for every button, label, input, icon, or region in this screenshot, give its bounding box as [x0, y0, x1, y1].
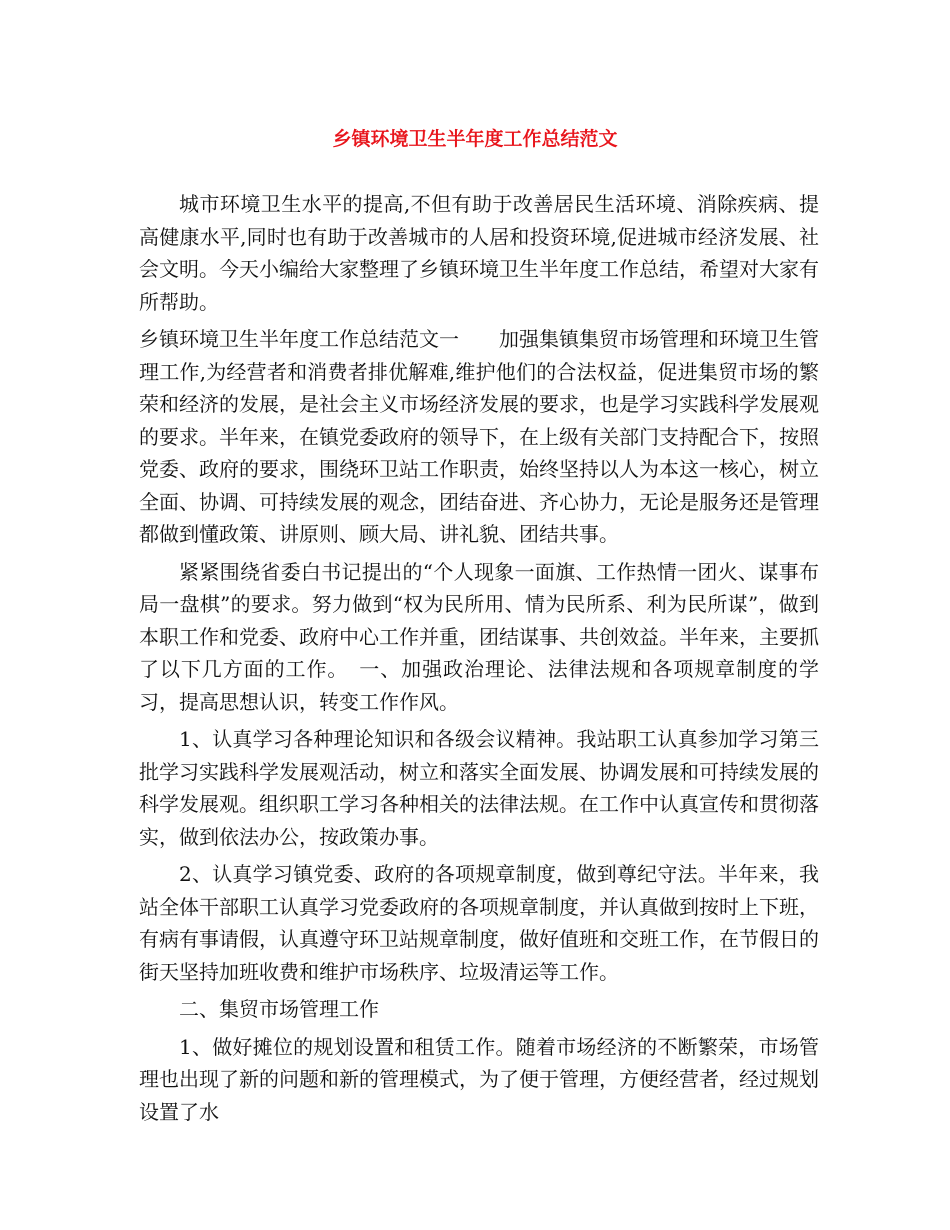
paragraph-5: 2、认真学习镇党委、政府的各项规章制度，做到尊纪守法。半年来，我站全体干部职工认真学习党委政府的各项规章制度，并认真做到按时上下班，有病有事请假，认真遵守环卫站规章制度，做好值班和交班工作，在节假日的街天坚持加班收费和维护市场秩序、垃圾清运等工作。	[139, 862, 819, 984]
paragraph-4: 1、认真学习各种理论知识和各级会议精神。我站职工认真参加学习第三批学习实践科学发展观活动，树立和落实全面发展、协调发展和可持续发展的科学发展观。组织职工学习各种相关的法律法规。在工作中认真宣传和贯彻落实，做到依法办公，按政策办事。	[139, 727, 819, 849]
paragraph-1: 城市环境卫生水平的提高,不但有助于改善居民生活环境、消除疾病、提高健康水平,同时也有助于改善城市的人居和投资环境,促进城市经济发展、社会文明。今天小编给大家整理了乡镇环境卫生半年度工作总结，希望对大家有所帮助。	[139, 192, 819, 314]
paragraph-2: 乡镇环境卫生半年度工作总结范文一 加强集镇集贸市场管理和环境卫生管理工作,为经营者和消费者排优解难,维护他们的合法权益，促进集贸市场的繁荣和经济的发展，是社会主义市场经济发展的要求，也是学习实践科学发展观的要求。半年来，在镇党委政府的领导下，在上级有关部门支持配合下，按照党委、政府的要求，围绕环卫站工作职责，始终坚持以人为本这一核心，树立全面、协调、可持续发展的观念，团结奋进、齐心协力，无论是服务还是管理都做到懂政策、讲原则、顾大局、讲礼貌、团结共事。	[139, 327, 819, 546]
document-title: 乡镇环境卫生半年度工作总结范文	[332, 128, 618, 150]
section-heading-2: 二、集贸市场管理工作	[179, 997, 379, 1021]
document-body	[139, 188, 819, 1133]
paragraph-6: 1、做好摊位的规划设置和租赁工作。随着市场经济的不断繁荣，市场管理也出现了新的问题和新的管理模式，为了便于管理，方便经营者，经过规划设置了水	[139, 1034, 819, 1124]
paragraph-3: 紧紧围绕省委白书记提出的“个人现象一面旗、工作热情一团火、谋事布局一盘棋”的要求。努力做到“权为民所用、情为民所系、利为民所谋”，做到本职工作和党委、政府中心工作并重，团结谋事、共创效益。半年来，主要抓了以下几方面的工作。 一、加强政治理论、法律法规和各项规章制度的学习，提高思想认识，转变工作作风。	[139, 559, 819, 714]
